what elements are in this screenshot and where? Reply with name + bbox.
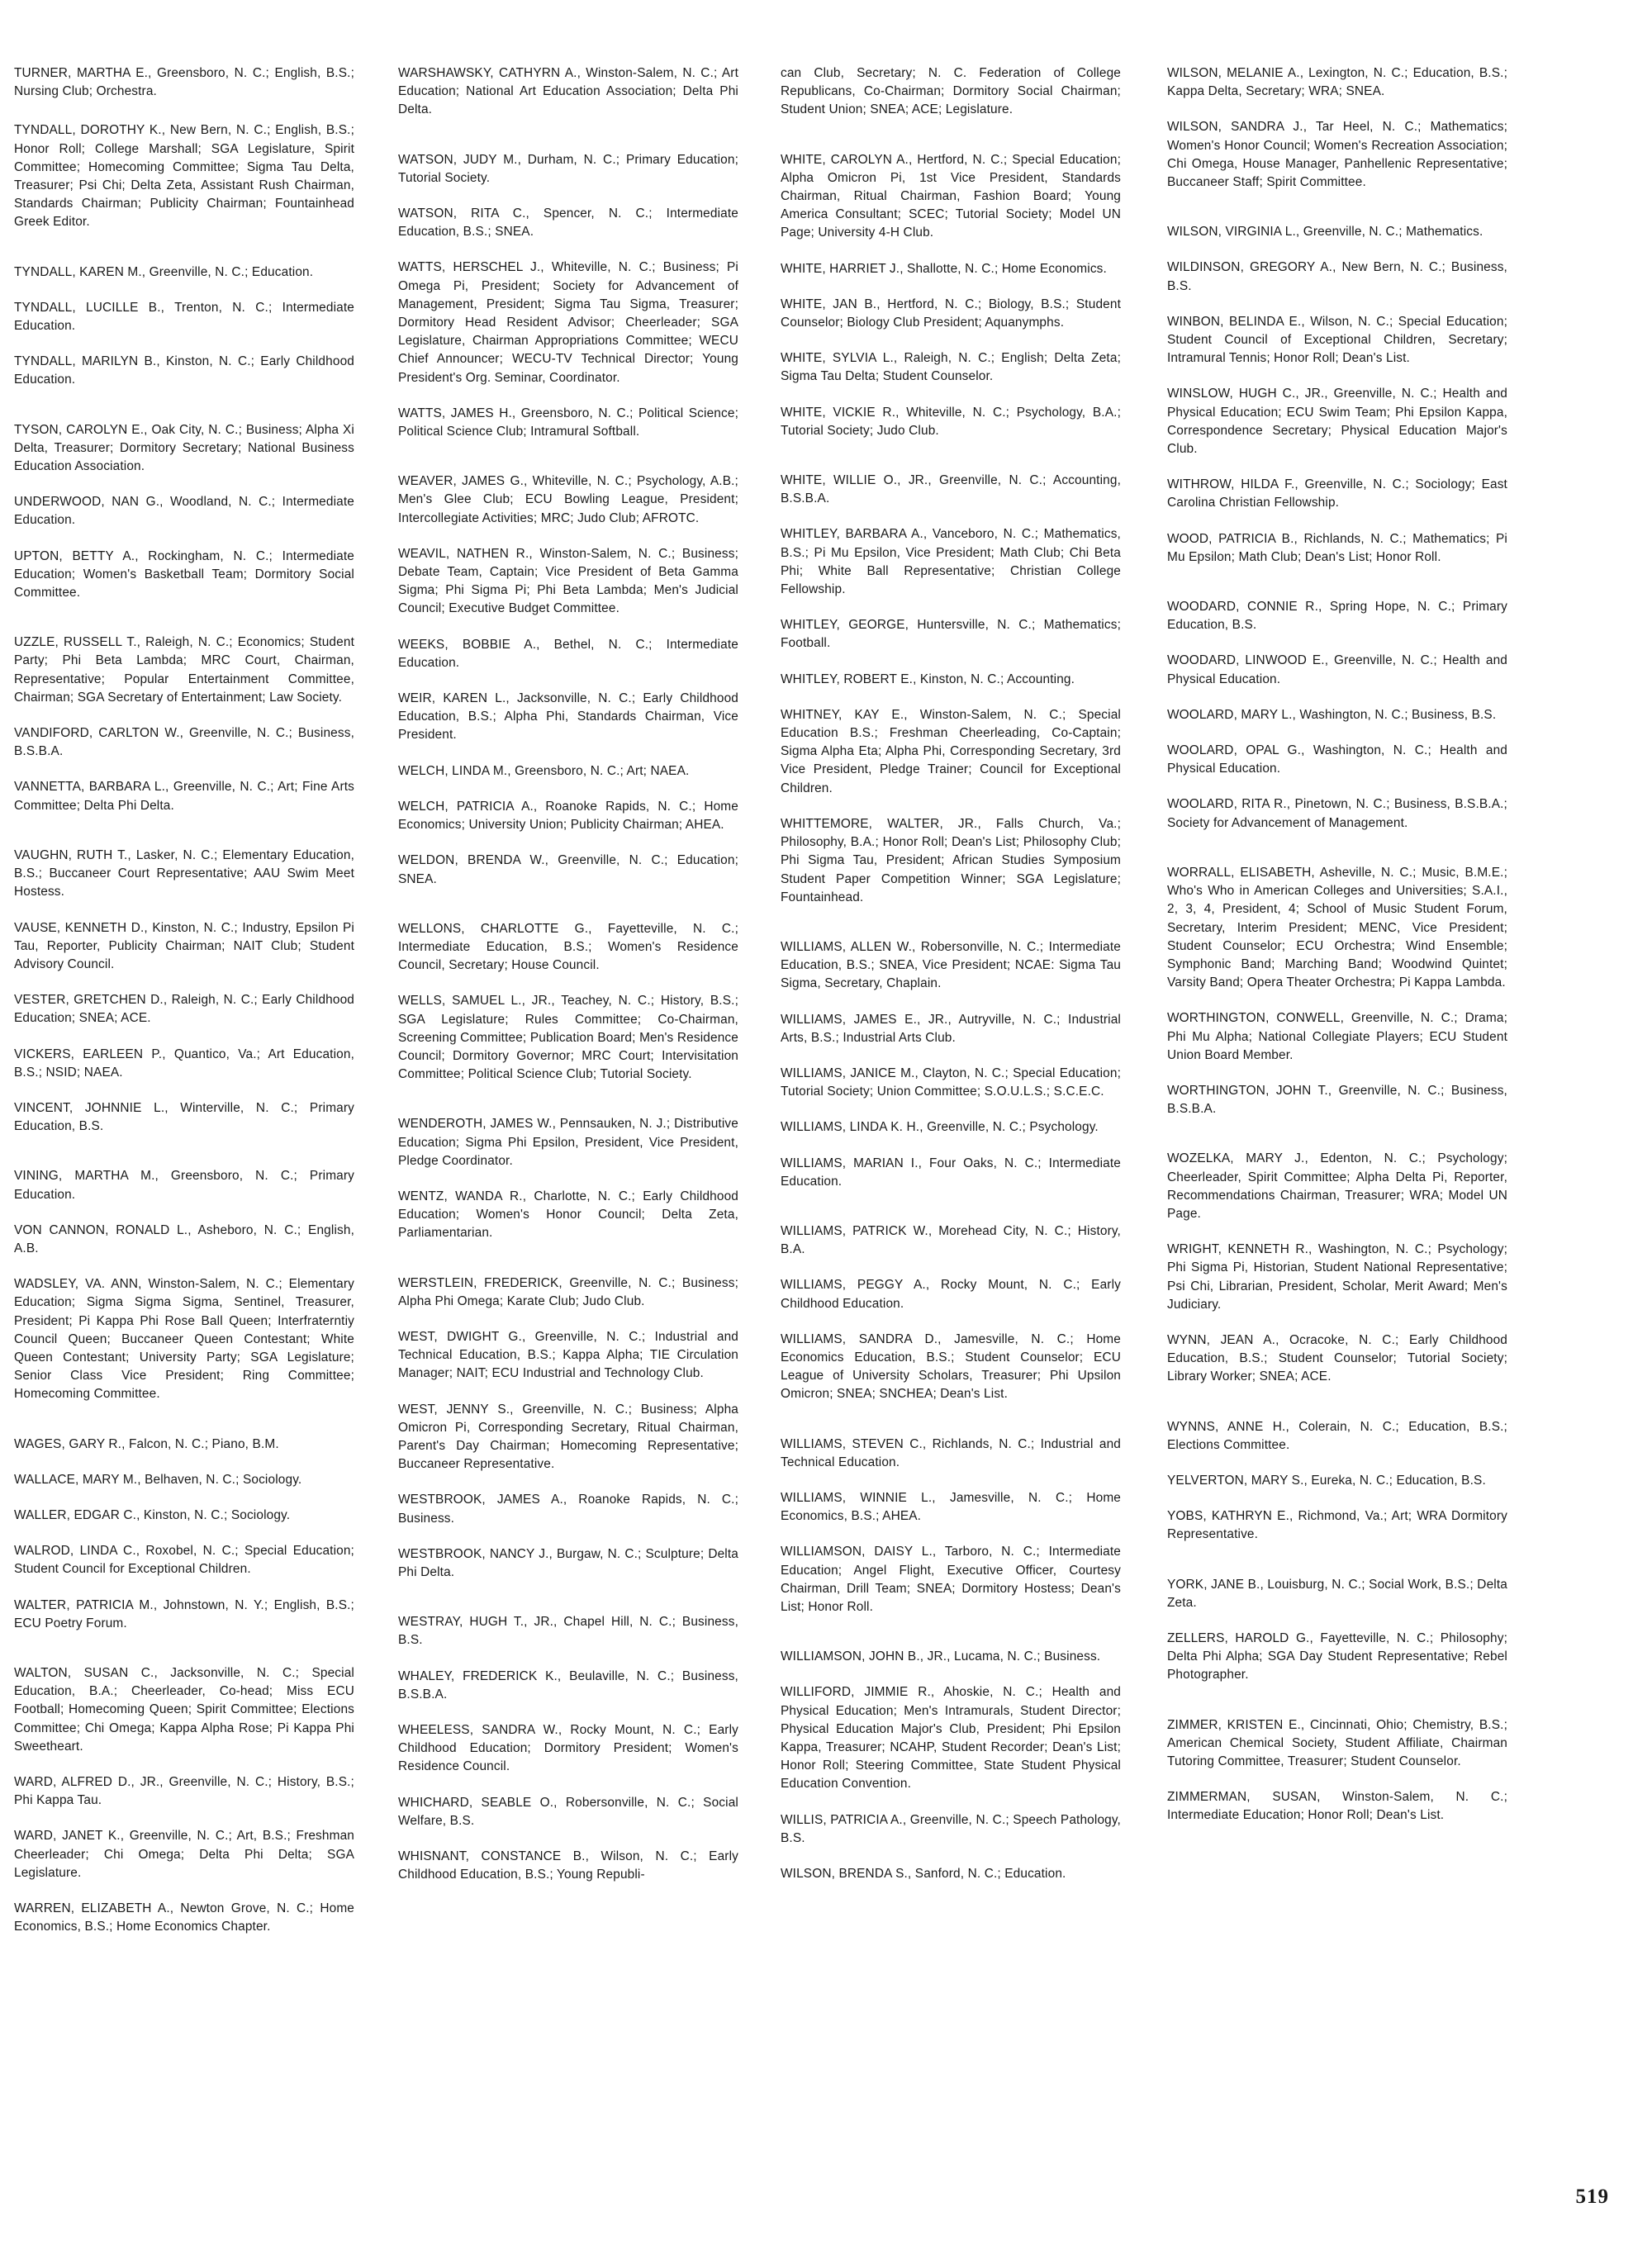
student-entry-text: YOBS, KATHRYN E., Richmond, Va.; Art; WRA Dormitory Representative. [1167,1509,1507,1542]
student-entry-text: WHITE, WILLIE O., JR., Greenville, N. C.; Accounting, B.S.B.A. [781,473,1121,506]
student-entry [781,671,1121,689]
student-entry-text: WOOD, PATRICIA B., Richlands, N. C.; Mathematics; Pi Mu Epsilon; Math Club; Dean's List; Honor Roll. [1167,531,1507,564]
student-entry [781,260,1121,278]
student-entry-text: YORK, JANE B., Louisburg, N. C.; Social Work, B.S.; Delta Zeta. [1167,1577,1507,1610]
student-entry [1167,795,1507,832]
student-entry [14,1275,354,1403]
student-entry [1167,313,1507,368]
student-entry [14,493,354,529]
student-entry [781,1683,1121,1793]
student-entry-text: WILLIAMS, WINNIE L., Jamesville, N. C.; Home Economics, B.S.; AHEA. [781,1490,1121,1524]
student-entry [398,1401,738,1474]
student-entry-text: WORRALL, ELISABETH, Asheville, N. C.; Music, B.M.E.; Who's Who in American Colleges and Universities; S.A.I., 2, 3, 4, President, 4; School of Music Student Forum, Secretary, Interim President; MENC, Vice President; Student Counselor; ECU Orchestra; Wind Ensemble; Symphonic Band; Marching Band; Woodwind Quintet; Varsity Band; Opera Theater Orchestra; Pi Kappa Lambda. [1167,865,1507,990]
student-entry [1167,652,1507,688]
student-entry [1167,598,1507,634]
student-entry-text: WHICHARD, SEABLE O., Robersonville, N. C.; Social Welfare, B.S. [398,1795,738,1828]
student-entry-text: WILSON, BRENDA S., Sanford, N. C.; Education. [781,1867,1066,1882]
student-entry-text: WHISNANT, CONSTANCE B., Wilson, N. C.; Early Childhood Education, B.S.; Young Republi- [398,1849,738,1882]
student-entry-text: WELCH, LINDA M., Greensboro, N. C.; Art; NAEA. [398,763,690,778]
student-entry [398,1721,738,1777]
student-entry-text: WILSON, VIRGINIA L., Greenville, N. C.; Mathematics. [1167,225,1483,240]
student-entry [398,920,738,975]
student-entry [781,404,1121,440]
student-entry [1167,864,1507,992]
student-entry-text: can Club, Secretary; N. C. Federation of College Republicans, Co-Chairman; Dormitory Social Chairman; Student Union; SNEA; ACE; Legislature. [781,66,1121,117]
student-entry [14,1597,354,1633]
student-entry-text: WILLIAMS, JANICE M., Clayton, N. C.; Special Education; Tutorial Society; Union Committee; S.O.U.L.S.; S.C.E.C. [781,1066,1121,1099]
student-entry [1167,742,1507,778]
student-entry-text: WOODARD, CONNIE R., Spring Hope, N. C.; Primary Education, B.S. [1167,600,1507,633]
student-entry-text: YELVERTON, MARY S., Eureka, N. C.; Education, B.S. [1167,1473,1486,1488]
student-entry-text: WEST, JENNY S., Greenville, N. C.; Business; Alpha Omicron Pi, Corresponding Secretary, Ritual Chairman, Parent's Day Chairman; Homecoming Representative; Buccaneer Representative. [398,1402,738,1472]
student-entry [1167,1082,1507,1118]
student-entry-text: WILLIFORD, JIMMIE R., Ahoskie, N. C.; Health and Physical Education; Men's Intramurals, Student Director; Physical Education Major's Club, President; Phi Epsilon Kappa, Treasurer; NCAHP, Student Recorder; Dean's List; Honor Roll; Steering Committee, State Student Physical Education Convention. [781,1685,1121,1792]
student-entry-text: ZIMMER, KRISTEN E., Cincinnati, Ohio; Chemistry, B.S.; American Chemical Society, Student Affiliate, Chairman Tutoring Committee, Treasurer; Student Counselor. [1167,1717,1507,1768]
student-entry-text: WELCH, PATRICIA A., Roanoke Rapids, N. C.; Home Economics; University Union; Publicity Chairman; AHEA. [398,799,738,833]
student-entry-text: WHITLEY, ROBERT E., Kinston, N. C.; Accounting. [781,672,1075,686]
student-entry [398,545,738,619]
student-entry [14,1827,354,1882]
student-entry [781,1489,1121,1526]
student-entry-text: TYSON, CAROLYN E., Oak City, N. C.; Business; Alpha Xi Delta, Treasurer; Dormitory Secretary; National Business Education Association. [14,422,354,474]
student-entry-text: WALROD, LINDA C., Roxobel, N. C.; Special Education; Student Council for Exceptional Children. [14,1544,354,1577]
student-entry [398,64,738,120]
student-entry-text: ZIMMERMAN, SUSAN, Winston-Salem, N. C.; Intermediate Education; Honor Roll; Dean's List. [1167,1790,1507,1823]
student-entry [781,151,1121,243]
student-entry [14,778,354,814]
student-entry-text: WATSON, RITA C., Spencer, N. C.; Intermediate Education, B.S.; SNEA. [398,206,738,240]
student-entry [14,724,354,761]
student-entry [14,1542,354,1578]
student-entry [781,349,1121,386]
student-entry [14,1099,354,1136]
student-entry-text: WHITE, HARRIET J., Shallotte, N. C.; Home Economics. [781,261,1107,276]
student-entry-text: VESTER, GRETCHEN D., Raleigh, N. C.; Early Childhood Education; SNEA; ACE. [14,993,354,1026]
student-entry-text: WHALEY, FREDERICK K., Beulaville, N. C.; Business, B.S.B.A. [398,1668,738,1702]
student-entry-text: WHEELESS, SANDRA W., Rocky Mount, N. C.; Early Childhood Education; Dormitory President; Women's Residence Council. [398,1723,738,1774]
student-entry [1167,1630,1507,1685]
student-entry [1167,1507,1507,1544]
student-entry-text: WHITE, SYLVIA L., Raleigh, N. C.; English; Delta Zeta; Sigma Tau Delta; Student Counselor. [781,351,1121,384]
student-entry [398,151,738,187]
student-entry [398,1668,738,1704]
student-entry-text: VICKERS, EARLEEN P., Quantico, Va.; Art Education, B.S.; NSID; NAEA. [14,1047,354,1080]
student-entry [781,1811,1121,1848]
student-entry [1167,1418,1507,1455]
student-entry-text: ZELLERS, HAROLD G., Fayetteville, N. C.; Philosophy; Delta Phi Alpha; SGA Day Student Representative; Rebel Photographer. [1167,1630,1507,1683]
student-entry-text: WRIGHT, KENNETH R., Washington, N. C.; Psychology; Phi Sigma Pi, Historian, Student National Representative; Psi Chi, Librarian, President, Scholar, Merit Award; Men's Judiciary. [1167,1242,1507,1312]
student-entry-text: WEIR, KAREN L., Jacksonville, N. C.; Early Childhood Education, B.S.; Alpha Phi, Standards Chairman, Vice President. [398,691,738,743]
student-entry [1167,1576,1507,1612]
student-entry-text: WILLIAMS, ALLEN W., Robersonville, N. C.; Intermediate Education, B.S.; SNEA, Vice President; NCAE: Sigma Tau Sigma, Secretary, Chaplain. [781,939,1121,991]
student-entry [14,121,354,231]
student-entry [781,815,1121,907]
student-entry-text: WILLIAMS, PEGGY A., Rocky Mount, N. C.; Early Childhood Education. [781,1278,1121,1311]
student-entry [398,205,738,241]
student-entry [781,616,1121,653]
student-entry-text: WILDINSON, GREGORY A., New Bern, N. C.; Business, B.S. [1167,260,1507,293]
student-entry-text: WEST, DWIGHT G., Greenville, N. C.; Industrial and Technical Education, B.S.; Kappa Alpha; TIE Circulation Manager; NAIT; ECU Industrial and Technology Club. [398,1329,738,1381]
student-entry-text: TYNDALL, DOROTHY K., New Bern, N. C.; English, B.S.; Honor Roll; College Marshall; SGA Legislature, Spirit Committee; Homecoming Committee; Sigma Tau Delta, Treasurer; Psi Chi; Delta Zeta, Assistant Rush Chairman, Standards Chairman; Publicity Chairman; Fountainhead Greek Editor. [14,123,354,230]
column-4 [1167,64,1507,1825]
page-number: 519 [1575,2186,1609,2208]
student-entry-text: VAUGHN, RUTH T., Lasker, N. C.; Elementary Education, B.S.; Buccaneer Court Representative; AAU Swim Meet Hostess. [14,847,354,899]
student-entry [14,1436,354,1454]
student-entry [14,634,354,707]
student-entry [398,636,738,672]
student-entry-text: WAGES, GARY R., Falcon, N. C.; Piano, B.M. [14,1436,279,1451]
student-entry-text: WILLIAMS, JAMES E., JR., Autryville, N. C.; Industrial Arts, B.S.; Industrial Arts Club. [781,1012,1121,1045]
student-entry-text: WILLIAMS, LINDA K. H., Greenville, N. C.; Psychology. [781,1120,1099,1135]
student-entry [1167,530,1507,567]
student-entry-text: WATTS, HERSCHEL J., Whiteville, N. C.; Business; Pi Omega Pi, President; Society for Advancement of Management, President; Sigma Tau Sigma, Treasurer; Dormitory Head Resident Advisor; Cheerleader; SGA Legislature, Chairman Appropriations Committee; WECU Chief Announcer; WECU-TV Technical Director; Young President's Org. Seminar, Coordinator. [398,260,738,385]
student-entry [398,852,738,888]
student-entry [781,1276,1121,1312]
student-entry [14,847,354,902]
student-entry [781,1065,1121,1101]
student-entry [781,1648,1121,1666]
student-entry [781,1222,1121,1259]
student-entry-text: WHITE, JAN B., Hertford, N. C.; Biology, B.S.; Student Counselor; Biology Club President; Aquanymphs. [781,297,1121,330]
student-entry-text: WENDEROTH, JAMES W., Pennsauken, N. J.; Distributive Education; Sigma Phi Epsilon, President, Vice President, Pledge Coordinator. [398,1117,738,1168]
student-entry [14,353,354,389]
student-entry [781,472,1121,508]
student-entry [1167,1472,1507,1490]
student-entry-text: WOZELKA, MARY J., Edenton, N. C.; Psychology; Cheerleader, Spirit Committee; Alpha Delta Pi, Reporter, Recommendations Chairman, Treasurer; WRA; Model UN Page. [1167,1151,1507,1221]
student-entry [14,1471,354,1489]
student-entry-text: WYNNS, ANNE H., Colerain, N. C.; Education, B.S.; Elections Committee. [1167,1419,1507,1452]
student-entry-text: WADSLEY, VA. ANN, Winston-Salem, N. C.; Elementary Education; Sigma Sigma Sigma, Sentinel, Treasurer, President; Pi Kappa Phi Rose Ball Queen; Interfraterntiy Council Queen; Buccaneer Queen Contestant; White Queen Contestant; University Party; SGA Legislature; Senior Class Vice President; Ring Committee; Homecoming Committee. [14,1277,354,1402]
student-entry-text: VAUSE, KENNETH D., Kinston, N. C.; Industry, Epsilon Pi Tau, Reporter, Publicity Chairman; NAIT Club; Student Advisory Council. [14,920,354,971]
student-entry-text: WENTZ, WANDA R., Charlotte, N. C.; Early Childhood Education; Women's Honor Council; Delta Zeta, Parliamentarian. [398,1189,738,1241]
student-entry-text: WILSON, SANDRA J., Tar Heel, N. C.; Mathematics; Women's Honor Council; Women's Recreation Association; Chi Omega, House Manager, Panhellenic Representative; Buccaneer Staff; Spirit Committee. [1167,120,1507,190]
student-entry-text: WARD, JANET K., Greenville, N. C.; Art, B.S.; Freshman Cheerleader; Chi Omega; Delta Phi Delta; SGA Legislature. [14,1829,354,1880]
student-entry-text: UNDERWOOD, NAN G., Woodland, N. C.; Intermediate Education. [14,495,354,528]
student-entry-text: VANDIFORD, CARLTON W., Greenville, N. C.; Business, B.S.B.A. [14,726,354,759]
student-entry [781,1155,1121,1191]
student-entry-text: WARSHAWSKY, CATHYRN A., Winston-Salem, N. C.; Art Education; National Art Education Association; Delta Phi Delta. [398,66,738,117]
student-entry-text: WOODARD, LINWOOD E., Greenville, N. C.; Health and Physical Education. [1167,653,1507,686]
student-entry-text: WELDON, BRENDA W., Greenville, N. C.; Education; SNEA. [398,853,738,886]
student-entry [781,296,1121,332]
student-entry-text: WORTHINGTON, CONWELL, Greenville, N. C.; Drama; Phi Mu Alpha; National Collegiate Players; ECU Student Union Board Member. [1167,1011,1507,1062]
student-entry [398,690,738,745]
student-entry-text: TYNDALL, KAREN M., Greenville, N. C.; Education. [14,264,314,279]
student-entry-text: WILSON, MELANIE A., Lexington, N. C.; Education, B.S.; Kappa Delta, Secretary; WRA; SNEA. [1167,66,1507,99]
student-entry-text: WHITNEY, KAY E., Winston-Salem, N. C.; Special Education B.S.; Freshman Cheerleading, Co-Captain; Sigma Alpha Eta; Alpha Phi, Corresponding Secretary, 3rd Vice President, Pledge Trainer; Council for Exceptional Children. [781,707,1121,795]
student-entry [398,798,738,834]
student-entry [398,1545,738,1582]
student-entry-text: VINING, MARTHA M., Greensboro, N. C.; Primary Education. [14,1169,354,1202]
student-entry-text: WOOLARD, RITA R., Pinetown, N. C.; Business, B.S.B.A.; Society for Advancement of Management. [1167,797,1507,830]
student-entry-text: WALLER, EDGAR C., Kinston, N. C.; Sociology. [14,1507,291,1522]
student-entry [14,421,354,477]
student-entry-text: WOOLARD, MARY L., Washington, N. C.; Business, B.S. [1167,707,1497,722]
student-entry-text: WHITE, CAROLYN A., Hertford, N. C.; Special Education; Alpha Omicron Pi, 1st Vice President, Standards Chairman, Ritual Chairman, Fashion Board; Young America Consultant; SCEC; Tutorial Society; Model UN Page; University 4-H Club. [781,152,1121,240]
student-entry [398,1491,738,1527]
student-entry-text: WELLS, SAMUEL L., JR., Teachey, N. C.; History, B.S.; SGA Legislature; Rules Committee; Co-Chairman, Screening Committee; Publication Board; Men's Residence Council; Dormitory Governor; MRC Court; Intervisitation Committee; Political Science Club; Tutorial Society. [398,994,738,1082]
student-entry-text: TURNER, MARTHA E., Greensboro, N. C.; English, B.S.; Nursing Club; Orchestra. [14,66,354,99]
student-entry [398,762,738,781]
student-entry-text: WYNN, JEAN A., Ocracoke, N. C.; Early Childhood Education, B.S.; Student Counselor; Tutorial Society; Library Worker; SNEA; ACE. [1167,1332,1507,1384]
student-entry-text: WILLIS, PATRICIA A., Greenville, N. C.; Speech Pathology, B.S. [781,1812,1121,1845]
student-entry [14,263,354,282]
student-entry-text: TYNDALL, MARILYN B., Kinston, N. C.; Early Childhood Education. [14,354,354,387]
student-entry-text: WILLIAMS, STEVEN C., Richlands, N. C.; Industrial and Technical Education. [781,1436,1121,1469]
student-entry [1167,385,1507,458]
student-entry [1167,1009,1507,1065]
student-entry [398,1848,738,1884]
student-entry [781,1011,1121,1047]
column-3 [781,64,1121,1883]
student-entry-text: WOOLARD, OPAL G., Washington, N. C.; Health and Physical Education. [1167,743,1507,776]
student-entry [398,1794,738,1830]
student-entry-text: WINBON, BELINDA E., Wilson, N. C.; Special Education; Student Council of Exceptional Children, Secretary; Intramural Tennis; Honor Roll; Dean's List. [1167,314,1507,366]
student-entry [1167,259,1507,295]
student-entry [781,706,1121,798]
student-entry-text: WEAVER, JAMES G., Whiteville, N. C.; Psychology, A.B.; Men's Glee Club; ECU Bowling League, President; Intercollegiate Activities; MRC; Judo Club; AFROTC. [398,474,738,525]
student-entry [1167,1716,1507,1772]
student-entry [1167,118,1507,192]
student-entry-text: WARREN, ELIZABETH A., Newton Grove, N. C.; Home Economics, B.S.; Home Economics Chapter. [14,1901,354,1934]
student-entry-text: WILLIAMS, MARIAN I., Four Oaks, N. C.; Intermediate Education. [781,1156,1121,1189]
student-entry-text: WEEKS, BOBBIE A., Bethel, N. C.; Intermediate Education. [398,637,738,670]
student-entry [398,1188,738,1243]
student-entry-text: WILLIAMSON, JOHN B., JR., Lucama, N. C.; Business. [781,1649,1101,1664]
student-entry [781,1118,1121,1137]
student-entry-text: UZZLE, RUSSELL T., Raleigh, N. C.; Economics; Student Party; Phi Beta Lambda; MRC Court, Chairman, Representative; Popular Entertainment Committee, Chairman; SGA Secretary of Entertainment; Law Society. [14,635,354,705]
student-entry [781,938,1121,994]
student-entry-text: VON CANNON, RONALD L., Asheboro, N. C.; English, A.B. [14,1222,354,1255]
student-entry-text: WHITE, VICKIE R., Whiteville, N. C.; Psychology, B.A.; Tutorial Society; Judo Club. [781,405,1121,438]
student-entry-text: WINSLOW, HUGH C., JR., Greenville, N. C.; Health and Physical Education; ECU Swim Team; Phi Epsilon Kappa, Correspondence Secretary; Physical Education Major's Club. [1167,387,1507,457]
student-entry [398,472,738,528]
student-entry-text: WELLONS, CHARLOTTE G., Fayetteville, N. C.; Intermediate Education, B.S.; Women's Residence Council, Secretary; House Council. [398,921,738,973]
student-entry-text: WILLIAMS, SANDRA D., Jamesville, N. C.; Home Economics Education, B.S.; Student Counselor; ECU League of University Scholars, Treasurer; Phi Upsilon Omicron; SNEA; SNCHEA; Dean's List. [781,1331,1121,1402]
student-entry-text: WORTHINGTON, JOHN T., Greenville, N. C.; Business, B.S.B.A. [1167,1083,1507,1117]
student-entry [781,64,1121,120]
student-entry-text: WHITLEY, BARBARA A., Vanceboro, N. C.; Mathematics, B.S.; Pi Mu Epsilon, Vice President; Math Club; Chi Beta Phi; White Ball Representative; Christian College Fellowship. [781,527,1121,597]
student-entry-text: WARD, ALFRED D., JR., Greenville, N. C.; History, B.S.; Phi Kappa Tau. [14,1775,354,1808]
student-entry-text: WATSON, JUDY M., Durham, N. C.; Primary Education; Tutorial Society. [398,152,738,185]
student-entry [14,64,354,101]
student-entry [14,1773,354,1810]
student-entry-text: WEAVIL, NATHEN R., Winston-Salem, N. C.; Business; Debate Team, Captain; Vice President of Beta Gamma Sigma; Phi Sigma Pi; Phi Beta Lambda; Men's Judicial Council; Executive Budget Committee. [398,546,738,616]
student-entry [14,299,354,335]
student-entry-text: WALLACE, MARY M., Belhaven, N. C.; Sociology. [14,1472,302,1487]
student-entry [14,919,354,975]
student-entry-text: WHITLEY, GEORGE, Huntersville, N. C.; Mathematics; Football. [781,618,1121,651]
student-entry [14,1507,354,1525]
student-entry [1167,476,1507,512]
student-entry-text: WALTON, SUSAN C., Jacksonville, N. C.; Special Education, B.A.; Cheerleader, Co-head; Miss ECU Football; Homecoming Queen; Spirit Committee; Elections Committee; Chi Omega; Kappa Alpha Rose; Pi Kappa Phi Sweetheart. [14,1665,354,1754]
student-entry-text: TYNDALL, LUCILLE B., Trenton, N. C.; Intermediate Education. [14,300,354,334]
student-entry-text: WESTBROOK, JAMES A., Roanoke Rapids, N. C.; Business. [398,1493,738,1526]
student-entry [1167,1788,1507,1825]
student-entry-text: WESTBROOK, NANCY J., Burgaw, N. C.; Sculpture; Delta Phi Delta. [398,1546,738,1579]
student-entry [14,1900,354,1936]
student-entry-text: WALTER, PATRICIA M., Johnstown, N. Y.; English, B.S.; ECU Poetry Forum. [14,1597,354,1630]
student-entry [781,1436,1121,1472]
student-entry [1167,223,1507,241]
student-entry [1167,1331,1507,1387]
student-entry-text: VINCENT, JOHNNIE L., Winterville, N. C.; Primary Education, B.S. [14,1100,354,1134]
column-1 [14,64,354,1936]
student-entry [398,992,738,1084]
student-entry-text: WATTS, JAMES H., Greensboro, N. C.; Political Science; Political Science Club; Intramural Softball. [398,406,738,439]
student-entry [398,1613,738,1649]
column-2 [398,64,738,1884]
student-entry [781,1331,1121,1404]
student-entry [398,1328,738,1384]
student-entry [1167,64,1507,101]
student-entry [398,1115,738,1170]
student-entry [14,1664,354,1756]
student-entry [14,1046,354,1082]
student-entry-text: WERSTLEIN, FREDERICK, Greenville, N. C.; Business; Alpha Phi Omega; Karate Club; Judo Club. [398,1275,738,1308]
student-entry [398,405,738,441]
student-entry [1167,706,1507,724]
student-entry [781,525,1121,599]
student-entry-text: WILLIAMS, PATRICK W., Morehead City, N. C.; History, B.A. [781,1223,1121,1257]
student-entry [781,1865,1121,1883]
student-entry-text: WHITTEMORE, WALTER, JR., Falls Church, Va.; Philosophy, B.A.; Honor Roll; Dean's List; Philosophy Club; Phi Sigma Tau, President; African Studies Symposium Student Paper Competition Winner; SGA Legislature; Fountainhead. [781,816,1121,904]
student-entry [1167,1150,1507,1223]
student-entry [14,991,354,1028]
student-entry [14,1222,354,1258]
student-entry [398,259,738,387]
student-entry [14,1167,354,1203]
student-entry-text: WILLIAMSON, DAISY L., Tarboro, N. C.; Intermediate Education; Angel Flight, Executive Officer, Courtesy Chairman, Drill Team; SNEA; Dormitory Hostess; Dean's List; Honor Roll. [781,1545,1121,1614]
student-entry [398,1274,738,1311]
student-entry-text: VANNETTA, BARBARA L., Greenville, N. C.; Art; Fine Arts Committee; Delta Phi Delta. [14,780,354,813]
student-entry-text: UPTON, BETTY A., Rockingham, N. C.; Intermediate Education; Women's Basketball Team; Dormitory Social Committee. [14,548,354,600]
student-entry-text: WESTRAY, HUGH T., JR., Chapel Hill, N. C.; Business, B.S. [398,1615,738,1648]
student-entry-text: WITHROW, HILDA F., Greenville, N. C.; Sociology; East Carolina Christian Fellowship. [1167,477,1507,510]
student-entry [781,1543,1121,1616]
student-entry [1167,1241,1507,1314]
student-entry [14,548,354,603]
